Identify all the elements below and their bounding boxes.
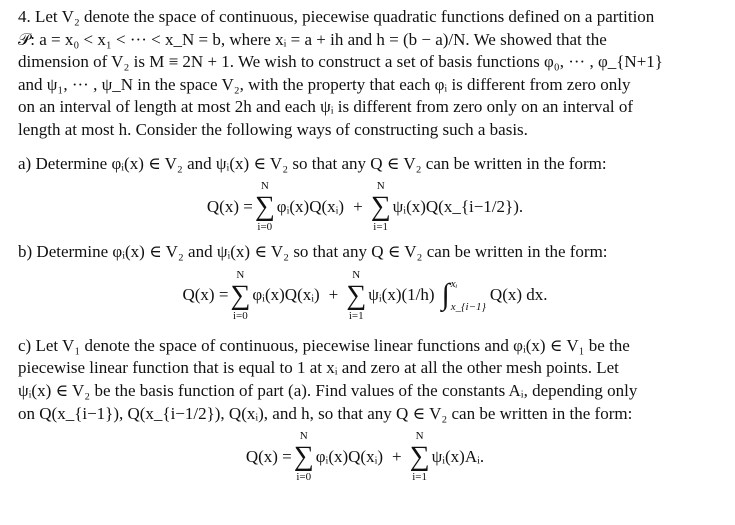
sigma-symbol: ∑ (346, 279, 367, 311)
problem-intro (18, 6, 715, 142)
equation-b-sum-2 (346, 270, 366, 322)
integral (442, 273, 486, 319)
plus-operator: + (392, 446, 402, 466)
equation-a (18, 179, 715, 235)
part-b-text: b) Determine φᵢ(x) ∈ V₂ and ψᵢ(x) ∈ V₂ so that any Q ∈ V₂ can be written in the form: (18, 242, 608, 262)
sum-lower-limit: i=0 (296, 471, 312, 484)
part-c-line-2: piecewise linear function that is equal to 1 at xᵢ and zero at all the other mesh points. Let (18, 358, 619, 378)
equation-b (18, 268, 715, 324)
equation-b-term-2: ψᵢ(x)(1/h) (368, 285, 435, 305)
equation-c-sum-2 (410, 431, 430, 483)
sigma-symbol: ∑ (230, 279, 251, 311)
part-c-line-1: c) Let V₁ denote the space of continuous, piecewise linear functions and φᵢ(x) ∈ V₁ be the (18, 335, 630, 355)
equation-b-lhs: Q(x) = (182, 285, 229, 305)
sum-lower-limit: i=1 (348, 309, 364, 322)
sum-lower-limit: i=0 (257, 221, 273, 234)
equation-b-sum-1 (230, 270, 250, 322)
part-a-text: a) Determine φᵢ(x) ∈ V₂ and ψᵢ(x) ∈ V₂ so that any Q ∈ V₂ can be written in the form: (18, 153, 607, 173)
sum-upper-limit: N (352, 268, 361, 281)
intro-line-1: 4. Let V₂ denote the space of continuous, piecewise quadratic functions defined on a partition (18, 7, 655, 26)
sum-upper-limit: N (376, 180, 385, 193)
plus-operator: + (328, 285, 339, 305)
equation-a-term-2: ψᵢ(x)Q(x_{i−1/2}). (392, 196, 524, 216)
equation-b-term-1: φᵢ(x)Q(xᵢ) (252, 285, 320, 305)
part-c-line-4: on Q(x_{i−1}), Q(x_{i−1/2}), Q(xᵢ), and h, so that any Q ∈ V₂ can be written in the form: (18, 403, 633, 423)
sum-lower-limit: i=0 (233, 309, 248, 322)
equation-a-sum-2 (371, 181, 391, 233)
equation-c (18, 429, 715, 485)
sum-upper-limit: N (299, 430, 308, 443)
integral-symbol: ∫ (441, 278, 450, 312)
equation-a-sum-1 (255, 181, 275, 233)
integrand: Q(x) dx. (489, 285, 548, 305)
integral-upper-limit: xᵢ (450, 277, 458, 290)
equation-c-lhs: Q(x) = (245, 446, 292, 466)
equation-a-term-1: φᵢ(x)Q(xᵢ) (276, 196, 345, 216)
sigma-symbol: ∑ (409, 441, 430, 473)
intro-line-6: length at most h. Consider the following ways of constructing such a basis. (18, 119, 528, 139)
sum-upper-limit: N (236, 268, 245, 281)
sigma-symbol: ∑ (370, 191, 391, 223)
part-c-line-3: ψᵢ(x) ∈ V₂ be the basis function of part (a). Find values of the constants Aᵢ, depending only (18, 380, 638, 400)
sum-upper-limit: N (415, 430, 424, 443)
intro-line-5: on an interval of length at most 2h and each ψᵢ is different from zero only on an interval of (18, 97, 634, 117)
equation-c-sum-1 (294, 431, 314, 483)
sum-upper-limit: N (260, 180, 269, 193)
part-c-text (18, 335, 715, 425)
integral-limits (451, 273, 486, 319)
equation-c-term-2: ψᵢ(x)Aᵢ. (431, 446, 485, 466)
sum-lower-limit: i=1 (412, 471, 427, 484)
intro-line-3: dimension of V₂ is M ≡ 2N + 1. We wish to construct a set of basis functions φ₀, ··· , φ_{N+1} (18, 52, 663, 72)
intro-line-4: and ψ₁, ··· , ψ_N in the space V₂, with the property that each φᵢ is different from zero only (18, 74, 631, 94)
integral-lower-limit: x_{i−1} (450, 301, 486, 314)
sigma-symbol: ∑ (254, 191, 275, 223)
sum-lower-limit: i=1 (373, 221, 389, 234)
sigma-symbol: ∑ (293, 441, 314, 473)
plus-operator: + (353, 196, 363, 216)
intro-line-2: 𝒫: a = x₀ < x₁ < ··· < x_N = b, where xᵢ = a + ih and h = (b − a)/N. We showed that the (18, 29, 607, 49)
equation-c-term-1: φᵢ(x)Q(xᵢ) (315, 446, 384, 466)
equation-a-lhs: Q(x) = (206, 196, 253, 216)
